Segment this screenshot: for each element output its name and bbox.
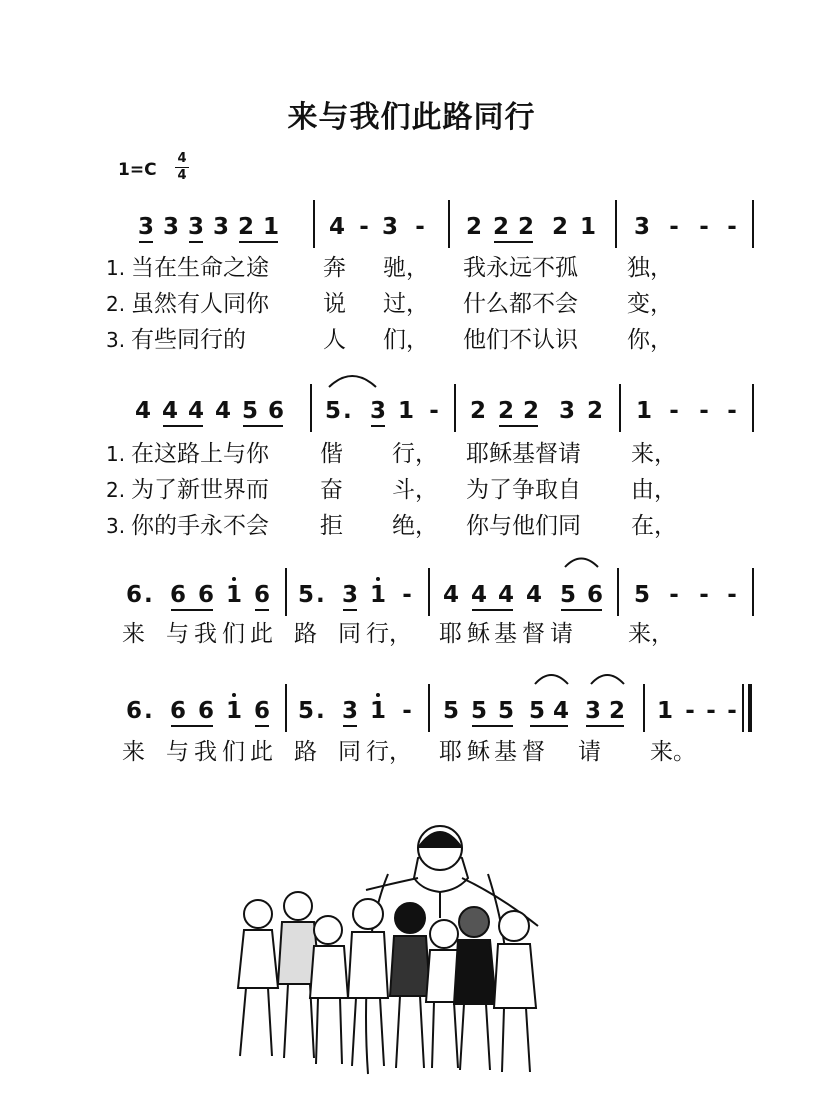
note: 5 [241,398,258,424]
lyric-syllable: 稣 [467,621,490,647]
note: 2 [551,214,568,240]
note: - [415,214,425,240]
lyric-segment: 来， [631,441,677,467]
note: 2 [522,398,539,424]
lyric-syllable: 此 [250,621,273,647]
lyric-syllable: 基 [494,621,517,647]
augmentation-dot: . [343,398,352,424]
note: 5 [470,698,487,724]
note: 4 [214,398,231,424]
slur [591,675,624,684]
note: 3 [558,398,575,424]
note: 3 [584,698,601,724]
note: 2 [586,398,603,424]
note: - [402,582,412,608]
key-signature: 1=C [118,160,157,180]
slur [329,376,376,387]
lyric-segment: 什么都不会 [463,291,578,317]
time-signature-bottom: 4 [177,168,187,183]
note: - [727,582,737,608]
note: 6 [125,582,142,608]
lyric-segment: 奋 [320,477,343,503]
song-title: 来与我们此路同行 [287,100,536,135]
note: 6 [267,398,284,424]
note: 4 [442,582,459,608]
note: 6 [169,582,186,608]
lyric-syllable: 同 [338,621,361,647]
note: 3 [341,698,358,724]
lyric-syllable: 督 [522,621,545,647]
note: - [727,214,737,240]
verse-number: 1. [106,442,126,466]
lyric-syllable: 来， [628,621,674,647]
lyric-segment: 为了新世界而 [131,477,269,503]
note: 2 [237,214,254,240]
note: 5 [633,582,650,608]
note: 6 [197,698,214,724]
note: - [402,698,412,724]
verse-number: 1. [106,256,126,280]
lyric-segment: 在， [631,513,677,539]
lyric-syllable: 与 [166,739,189,765]
note: 6 [125,698,142,724]
verse-number: 3. [106,328,126,352]
lyric-segment: 为了争取自 [466,477,581,503]
note: 3 [162,214,179,240]
lyric-syllable: 来 [122,739,145,765]
note: 2 [469,398,486,424]
lyric-syllable: 稣 [467,739,490,765]
note: 1 [635,398,652,424]
lyric-syllable: 与 [166,621,189,647]
note: 3 [381,214,398,240]
note: 4 [525,582,542,608]
augmentation-dot: . [316,698,325,724]
note: - [685,698,695,724]
verse-number: 3. [106,514,126,538]
note: 4 [497,582,514,608]
lyric-segment: 有些同行的 [131,327,246,353]
lyric-syllable: 行， [366,739,412,765]
lyric-syllable: 我 [194,739,217,765]
note: 2 [517,214,534,240]
note: - [669,214,679,240]
note: 4 [328,214,345,240]
lyric-segment: 在这路上与你 [131,441,269,467]
lyric-segment: 驰， [383,255,429,281]
augmentation-dot: . [144,582,153,608]
lyric-segment: 们， [383,327,429,353]
lyric-syllable: 路 [294,739,317,765]
lyric-syllable: 请 [550,621,573,647]
lyric-syllable: 耶 [439,621,462,647]
note: 6 [253,698,270,724]
verse-number: 2. [106,292,126,316]
lyric-segment: 耶稣基督请 [466,441,581,467]
note: 1 [225,698,242,724]
note: - [706,698,716,724]
note: - [699,582,709,608]
note: 3 [187,214,204,240]
note: - [429,398,439,424]
note: 4 [161,398,178,424]
jesus-with-children-illustration [218,818,558,1076]
note: 1 [656,698,673,724]
note: 2 [608,698,625,724]
note: - [359,214,369,240]
lyric-segment: 我永远不孤 [463,255,578,281]
note: 2 [465,214,482,240]
note: 1 [225,582,242,608]
note: 1 [397,398,414,424]
note: 1 [579,214,596,240]
verse-number: 2. [106,478,126,502]
note: 4 [187,398,204,424]
note: 4 [552,698,569,724]
note: 3 [633,214,650,240]
lyric-syllable: 请 [578,739,601,765]
note: - [699,398,709,424]
note: 1 [369,582,386,608]
note: 6 [169,698,186,724]
lyric-syllable: 我 [194,621,217,647]
lyric-syllable: 此 [250,739,273,765]
lyric-syllable: 行， [366,621,412,647]
lyric-syllable: 们 [222,621,245,647]
lyric-syllable: 同 [338,739,361,765]
lyric-segment: 奔 [323,255,346,281]
slur [535,675,568,684]
note: - [669,582,679,608]
note: 2 [497,398,514,424]
lyric-segment: 拒 [320,513,343,539]
time-signature-top: 4 [177,151,187,166]
note: - [699,214,709,240]
lyric-segment: 当在生命之途 [131,255,269,281]
note: 3 [137,214,154,240]
lyric-syllable: 路 [294,621,317,647]
note: 4 [134,398,151,424]
lyric-segment: 绝， [392,513,438,539]
lyric-segment: 你， [627,327,673,353]
note: 5 [559,582,576,608]
lyric-segment: 他们不认识 [463,327,578,353]
note: 6 [253,582,270,608]
note: 6 [586,582,603,608]
lyric-syllable: 们 [222,739,245,765]
lyric-segment: 斗， [392,477,438,503]
note: 4 [470,582,487,608]
slur [565,559,598,568]
note: 6 [197,582,214,608]
note: 5 [297,698,314,724]
lyric-segment: 你与他们同 [466,513,581,539]
note: 3 [212,214,229,240]
note: 5 [297,582,314,608]
note: - [727,698,737,724]
lyric-segment: 人 [323,327,346,353]
note: 2 [492,214,509,240]
note: 5 [324,398,341,424]
lyric-syllable: 督 [522,739,545,765]
note: - [727,398,737,424]
note: 1 [262,214,279,240]
lyric-segment: 变， [627,291,673,317]
children-group [238,892,536,1072]
lyric-syllable: 基 [494,739,517,765]
lyric-syllable: 耶 [439,739,462,765]
note: 3 [369,398,386,424]
note: 5 [442,698,459,724]
note: 5 [497,698,514,724]
augmentation-dot: . [316,582,325,608]
lyric-segment: 由， [631,477,677,503]
lyric-syllable: 来。 [650,739,696,765]
lyric-segment: 说 [323,291,346,317]
note: 1 [369,698,386,724]
note: 3 [341,582,358,608]
note: - [669,398,679,424]
lyric-segment: 虽然有人同你 [131,291,269,317]
augmentation-dot: . [144,698,153,724]
lyric-segment: 过， [383,291,429,317]
lyric-segment: 你的手永不会 [131,513,269,539]
lyric-syllable: 来 [122,621,145,647]
lyric-segment: 独， [627,255,673,281]
lyric-segment: 行， [392,441,438,467]
lyric-segment: 偕 [320,441,343,467]
note: 5 [528,698,545,724]
